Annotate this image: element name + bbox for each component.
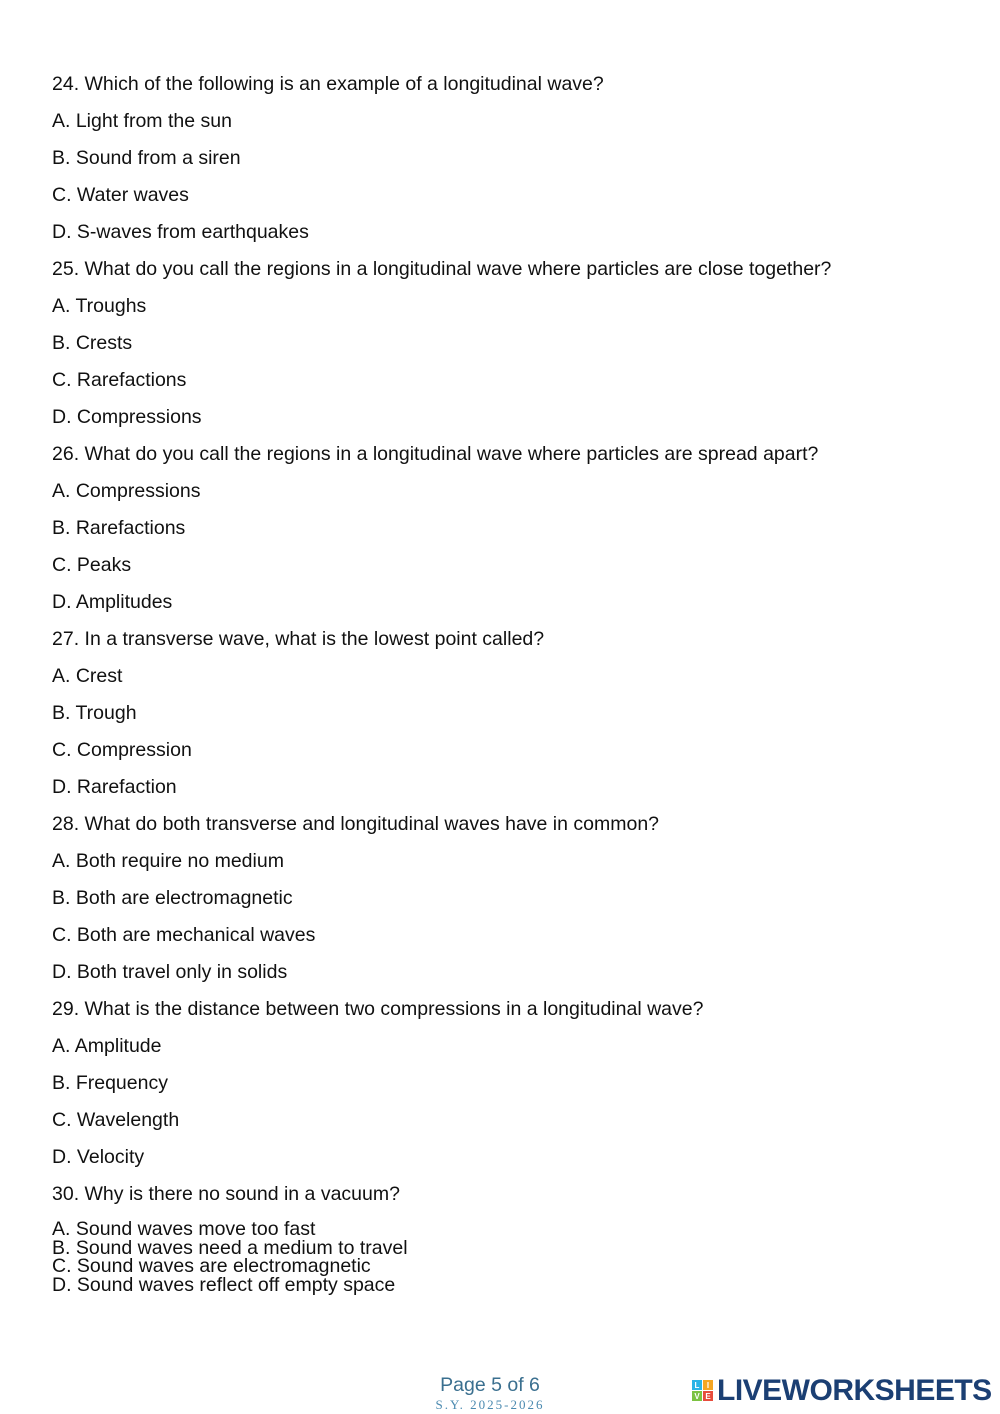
school-year: S.Y. 2025-2026 xyxy=(435,1397,545,1412)
option-24-d: D. S-waves from earthquakes xyxy=(52,221,309,243)
option-26-a: A. Compressions xyxy=(52,480,201,502)
question-30-options xyxy=(52,1220,652,1294)
option-24-a: A. Light from the sun xyxy=(52,110,232,132)
option-28-b: B. Both are electromagnetic xyxy=(52,887,293,909)
question-29: 29. What is the distance between two compressions in a longitudinal wave? xyxy=(52,998,704,1020)
option-27-c: C. Compression xyxy=(52,739,192,761)
option-25-b: B. Crests xyxy=(52,332,133,354)
question-26: 26. What do you call the regions in a longitudinal wave where particles are spread apart? xyxy=(52,443,819,465)
svg-text:V: V xyxy=(694,1392,700,1401)
option-30-d: D. Sound waves reflect off empty space xyxy=(52,1273,396,1296)
option-29-c: C. Wavelength xyxy=(52,1109,180,1131)
option-27-a: A. Crest xyxy=(52,665,123,687)
option-28-a: A. Both require no medium xyxy=(52,850,284,872)
question-24: 24. Which of the following is an example of a longitudinal wave? xyxy=(52,73,604,95)
option-30-b: B. Sound waves need a medium to travel xyxy=(52,1236,408,1259)
option-29-b: B. Frequency xyxy=(52,1072,168,1094)
option-26-d: D. Amplitudes xyxy=(52,591,173,613)
page-footer xyxy=(0,1374,1000,1414)
question-27: 27. In a transverse wave, what is the lowest point called? xyxy=(52,628,545,650)
option-29-a: A. Amplitude xyxy=(52,1035,162,1057)
option-30-c: C. Sound waves are electromagnetic xyxy=(52,1255,371,1277)
option-30-a: A. Sound waves move too fast xyxy=(52,1218,316,1240)
option-26-b: B. Rarefactions xyxy=(52,517,186,539)
option-24-b: B. Sound from a siren xyxy=(52,147,241,169)
page-number: Page 5 of 6 xyxy=(440,1374,540,1396)
option-26-c: C. Peaks xyxy=(52,554,132,576)
option-25-d: D. Compressions xyxy=(52,406,202,428)
option-27-b: B. Trough xyxy=(52,702,137,724)
brand-name: LIVEWORKSHEETS xyxy=(717,1374,992,1407)
option-29-d: D. Velocity xyxy=(52,1146,145,1168)
liveworksheets-brand xyxy=(692,1376,992,1406)
option-25-a: A. Troughs xyxy=(52,295,147,317)
question-28: 28. What do both transverse and longitudinal waves have in common? xyxy=(52,813,660,835)
svg-text:E: E xyxy=(705,1392,711,1401)
option-27-d: D. Rarefaction xyxy=(52,776,177,798)
svg-text:I: I xyxy=(706,1381,710,1390)
liveworksheets-logo-icon xyxy=(692,1378,714,1404)
question-30: 30. Why is there no sound in a vacuum? xyxy=(52,1183,400,1205)
option-25-c: C. Rarefactions xyxy=(52,369,187,391)
question-25: 25. What do you call the regions in a longitudinal wave where particles are close together? xyxy=(52,258,832,280)
option-28-d: D. Both travel only in solids xyxy=(52,961,288,983)
question-list xyxy=(52,72,972,1219)
svg-text:L: L xyxy=(694,1381,700,1390)
option-28-c: C. Both are mechanical waves xyxy=(52,924,316,946)
option-24-c: C. Water waves xyxy=(52,184,189,206)
